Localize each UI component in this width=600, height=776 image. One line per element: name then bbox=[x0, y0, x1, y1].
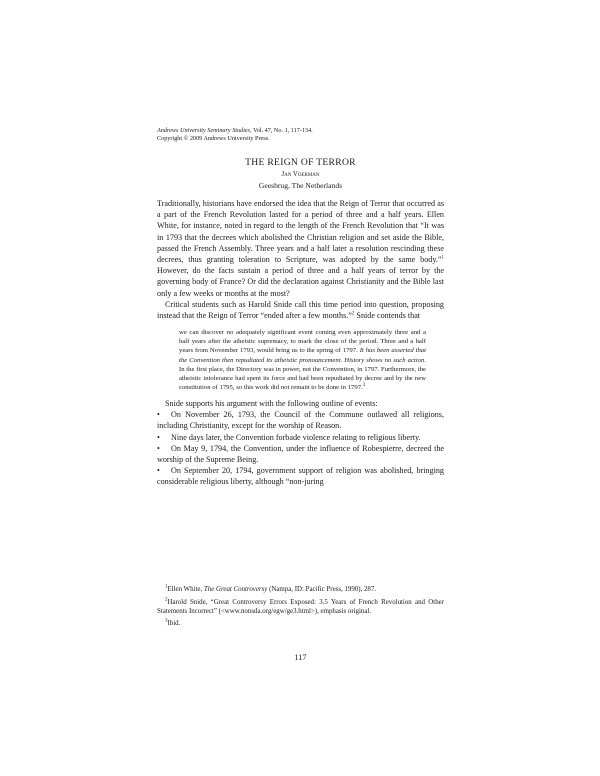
paragraph-3: Snide supports his argument with the following outline of events: bbox=[165, 398, 378, 408]
page bbox=[157, 0, 444, 776]
footnote-ref-1[interactable]: 1 bbox=[441, 255, 444, 261]
footnote-3: $^3$Ibid. bbox=[165, 619, 181, 628]
bullet-icon: • bbox=[157, 410, 160, 420]
footnote-ref-3[interactable]: 3 bbox=[362, 382, 366, 388]
journal-volume: Vol. 47, No. 1, 117-134. bbox=[253, 127, 313, 134]
footnote-1: $^1$Ellen White, The Great Controversy (Nampa, ID: Pacific Press, 1990), 287. bbox=[165, 584, 377, 593]
journal-name: Andrews University Seminary Studies, bbox=[157, 127, 252, 134]
footnotes bbox=[157, 586, 444, 633]
block-quote: we can discover no adequately significant event coming even approximately three and a half years after the atheistic supremacy, to mark the close of the period. Three and a half years from November 1793, would bring us to the spring of 1797. It has been asserted that the Convention then repudiated its atheistic pronouncement. History shows no such action. In the first place, the Directory was in power, not the Convention, in 1797. Furthermore, the atheistic intolerance had spent its force and had been repudiated by decree and by the new constitution of 1795, so this work did not remain to be done in 1797.$^3$ bbox=[179, 329, 427, 391]
article-body bbox=[157, 198, 444, 488]
bullet-icon: • bbox=[157, 443, 160, 453]
page-number: 117 bbox=[294, 653, 307, 662]
bullet-icon: • bbox=[157, 432, 160, 442]
footnote-ref-2[interactable]: 2 bbox=[351, 311, 355, 317]
paragraph-1: Traditionally, historians have endorsed the idea that the Reign of Terror that occurred as a part of the French Revolution lasted for a period of three and a half years. Ellen White, for instance, noted in regard to the length of the French Revolution that “It was in 1793 that the decrees which abolished the Christian religion and set aside the Bible, passed the French Assembly. Three years and a half later a resolution rescinding these decrees, thus granting toleration to Scripture, was adopted by the same body.”$^1$ However, do the facts sustain a period of three and a half years of terror by the governing body of France? Or did the declaration against Christianity and the Bible last only a few weeks or months at the most? bbox=[157, 199, 444, 298]
list-item: • Nine days later, the Convention forbade violence relating to religious liberty. bbox=[157, 432, 421, 442]
article-title: THE REIGN OF TERROR bbox=[245, 157, 356, 168]
list-item: • On May 9, 1794, the Convention, under the influence of Robespierre, decreed the worship of the Supreme Being. bbox=[157, 443, 444, 464]
copyright-line: Copyright © 2009 Andrews University Press. bbox=[157, 135, 270, 142]
list-item: • On September 20, 1794, government support of religion was abolished, bringing considerable religious liberty, although “non-juring bbox=[157, 466, 444, 487]
journal-header bbox=[157, 127, 313, 143]
bullet-icon: • bbox=[157, 466, 160, 476]
list-item: • On November 26, 1793, the Council of the Commune outlawed all religions, including Christianity, except for the worship of Reason. bbox=[157, 410, 444, 431]
author-affiliation: Geesbrug, The Netherlands bbox=[258, 181, 343, 190]
paragraph-2: Critical students such as Harold Snide call this time period into question, proposing instead that the Reign of Terror “ended after a few months.”$^2$ Snide contends that bbox=[157, 299, 444, 321]
article-author: Jan Voerman bbox=[281, 171, 320, 178]
footnote-2: $^2$Harold Snide, “Great Controversy Errors Exposed: 3.5 Years of French Revolution and Other Statements Incorrect” (<www.nonsda.org/egw/ge3.html>), emphasis original. bbox=[157, 597, 444, 615]
